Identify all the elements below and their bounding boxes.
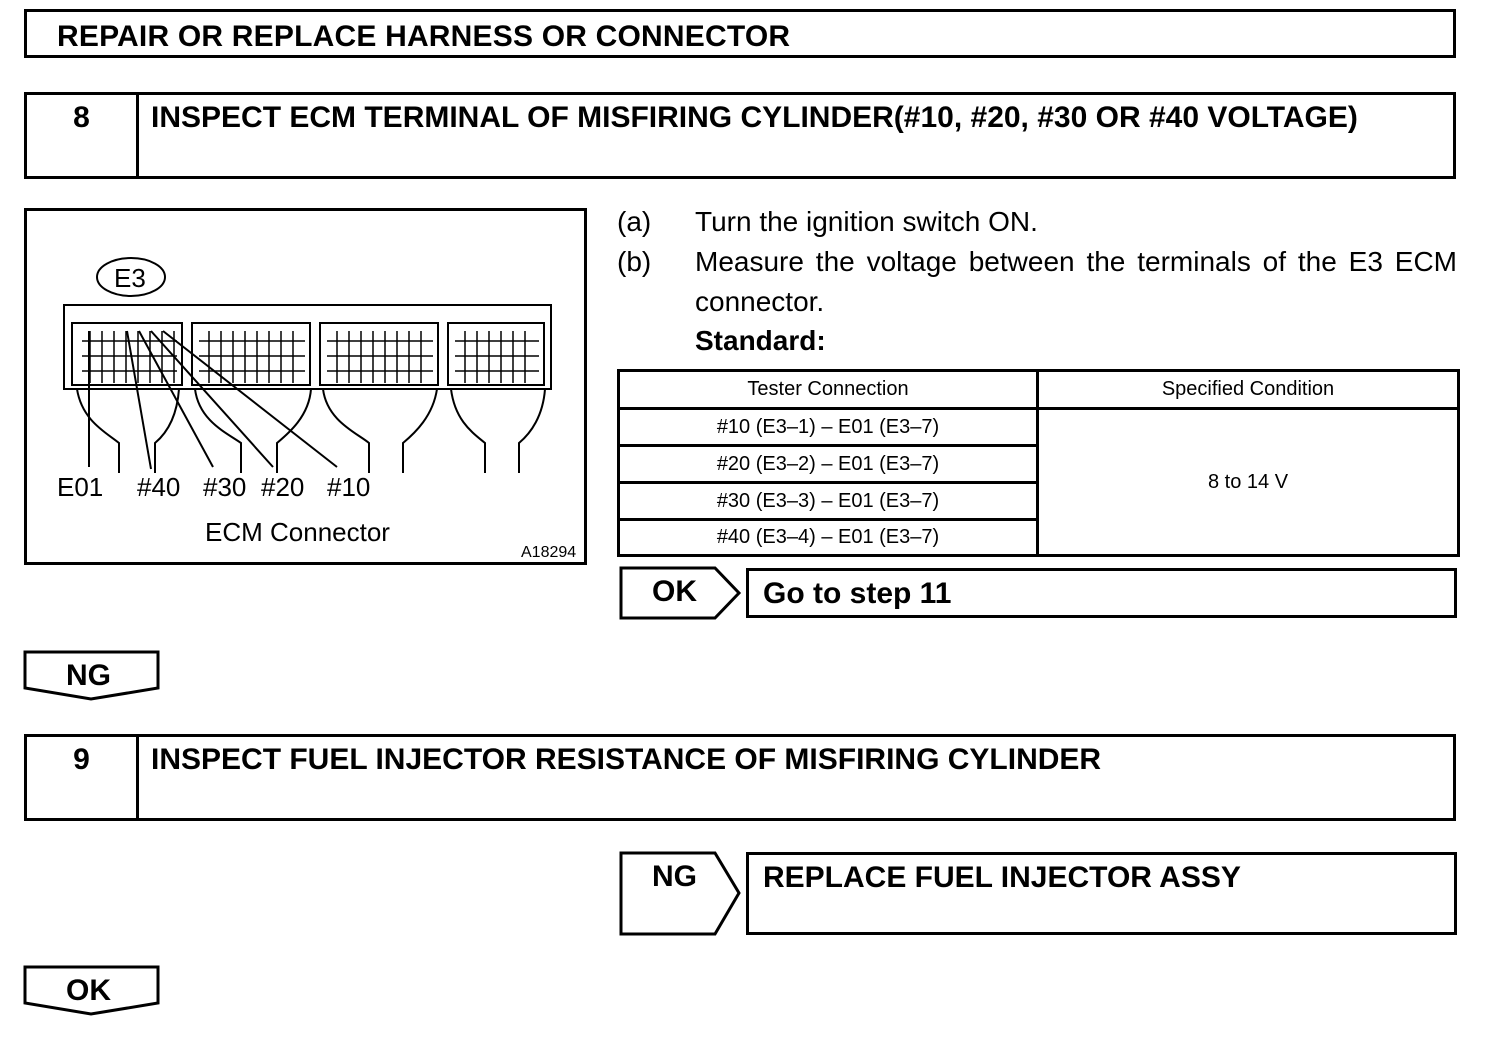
step-8-ng-label: NG: [66, 659, 111, 692]
spec-header-connection: Tester Connection: [619, 371, 1038, 409]
e3-label: E3: [114, 263, 146, 293]
pin-label-10: #10: [327, 472, 371, 502]
figure-caption: ECM Connector: [205, 517, 390, 547]
table-row: #10 (E3–1) – E01 (E3–7): [619, 409, 1038, 446]
e3-oval: [97, 258, 165, 296]
step-9-ok-tag: [23, 965, 161, 1017]
pin-label-e01: E01: [57, 472, 104, 502]
step-8-ok-result: [746, 568, 1457, 618]
step-8-ok-text: Go to step 11: [763, 577, 952, 610]
pin-label-20: #20: [261, 472, 305, 502]
pin-label-40: #40: [137, 472, 181, 502]
repair-instruction-text: REPAIR OR REPLACE HARNESS OR CONNECTOR: [57, 20, 791, 53]
step-8-ng-tag: [23, 650, 161, 702]
step-9-ng-text: REPLACE FUEL INJECTOR ASSY: [763, 861, 1241, 894]
instruction-b: [617, 242, 1457, 322]
spec-table: [617, 369, 1460, 557]
step-8-ok-label: OK: [652, 575, 697, 608]
step-8-title: INSPECT ECM TERMINAL OF MISFIRING CYLINDER(#10, #20, #30 OR #40 VOLTAGE): [151, 101, 1358, 134]
instruction-a-label: (a): [617, 206, 652, 237]
step-9-header: [24, 734, 1456, 821]
table-row: #40 (E3–4) – E01 (E3–7): [619, 520, 1038, 556]
pin-label-30: #30: [203, 472, 247, 502]
instruction-a-text: Turn the ignition switch ON.: [695, 206, 1038, 237]
step-9-title: INSPECT FUEL INJECTOR RESISTANCE OF MISFIRING CYLINDER: [151, 743, 1102, 776]
step-8-header: [24, 92, 1456, 179]
instruction-b-label: (b): [617, 246, 652, 277]
ecm-connector-drawing: [27, 211, 584, 562]
table-row: #20 (E3–2) – E01 (E3–7): [619, 446, 1038, 483]
step-8-ok-tag: [619, 566, 743, 620]
spec-condition-value: 8 to 14 V: [1038, 409, 1459, 556]
standard-label: Standard:: [695, 325, 826, 356]
ecm-connector-figure: [24, 208, 587, 565]
instruction-b-text: Measure the voltage between the terminals of the E3 ECM connector.: [695, 246, 1457, 317]
spec-header-condition: Specified Condition: [1038, 371, 1459, 409]
step-9-ok-label: OK: [66, 974, 111, 1007]
figure-code: A18294: [521, 544, 577, 561]
instruction-a: [617, 202, 1457, 242]
step-9-number: 9: [27, 737, 139, 818]
repair-instruction-box: [24, 9, 1456, 58]
step-9-ng-label: NG: [652, 860, 697, 893]
step-9-ng-tag: [619, 851, 743, 936]
table-row: #30 (E3–3) – E01 (E3–7): [619, 483, 1038, 520]
step-8-number: 8: [27, 95, 139, 176]
connector-body: [64, 305, 551, 389]
step-9-ng-result: [746, 852, 1457, 935]
